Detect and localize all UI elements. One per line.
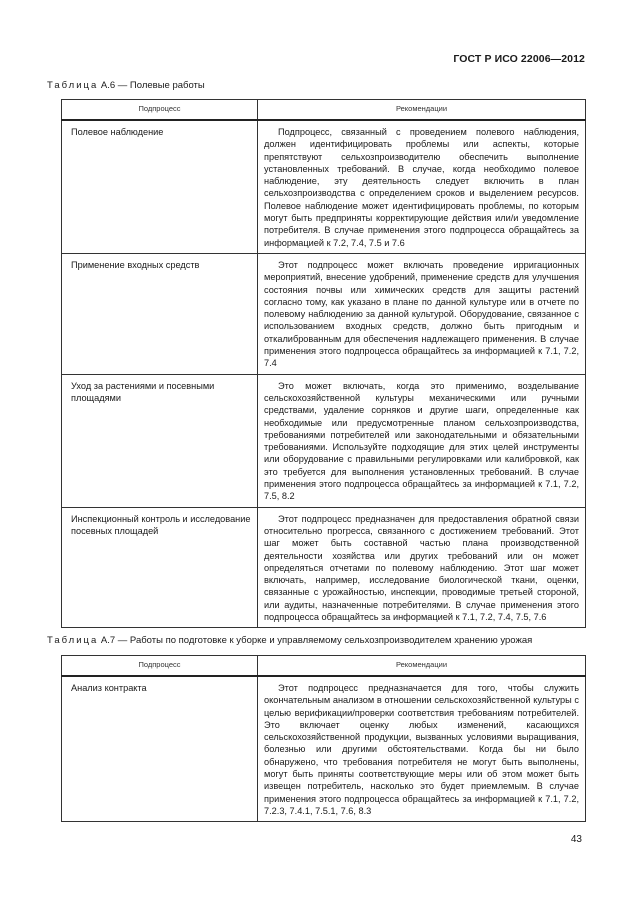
table-a7-header-recommendations: Рекомендации (258, 656, 586, 677)
process-cell: Анализ контракта (62, 676, 258, 822)
table-row (62, 507, 586, 628)
table-a6-header-recommendations: Рекомендации (258, 100, 586, 121)
recommendation-cell: Этот подпроцесс может включать проведение ирригационных мероприятий, внесение удобрений, применение средств для улучшения состояния почвы или химических средств для защиты растений согласно тому, как указано в плане по данной культуре или в отчете по полевому наблюдению за данной культурой. Оборудование, связанное с использованием входных средств, должно быть пригодным и откалиброванным для обеспечения надлежащего применения. В случае применения этого подпроцесса обращайтесь за информацией к 7.1, 7.2, 7.4 (258, 253, 586, 374)
recommendation-cell: Подпроцесс, связанный с проведением полевого наблюдения, должен идентифицировать проблемы или аспекты, которые препятствуют сельхозпроизводителю обеспечить выполнение установленных требований. В случае, когда необходимо полевое наблюдение, эту деятельность следует включить в план сельхозпроизводства с определением сроков и выделением ресурсов. Полевое наблюдение может идентифицировать проблемы, по которым могут быть предприняты корректирующие действия или/и уведомление потребителя. В случае применения этого подпроцесса обращайтесь за информацией к 7.2, 7.4, 7.5 и 7.6 (258, 120, 586, 253)
table-row (62, 253, 586, 374)
document-code: ГОСТ Р ИСО 22006—2012 (453, 53, 585, 65)
table-a7-caption (47, 635, 532, 646)
table-a7 (61, 655, 586, 822)
table-a7-caption-text: А.7 — Работы по подготовке к уборке и управляемому сельхозпроизводителем хранению урожая (98, 635, 533, 646)
process-cell: Применение входных средств (62, 253, 258, 374)
process-cell: Полевое наблюдение (62, 120, 258, 253)
recommendation-cell: Это может включать, когда это применимо, возделывание сельскохозяйственной культуры механическими или ручными средствами, удаление сорняков и другие шаги, определенные как необходимые или предусмотренные планом сельхозпроизводства, требованиями потребителей или законодательными и обязательными требованиями. Используйте подходящие для этих целей инструменты или оборудование с правильными регулировками или калибровкой, как это требуется для выполнения установленных требований. В случае применения этого подпроцесса обращайтесь за информацией к 7.1, 7.2, 7.5, 8.2 (258, 374, 586, 507)
table-a6-header-process: Подпроцесс (62, 100, 258, 121)
table-a6-caption (47, 80, 205, 91)
recommendation-cell: Этот подпроцесс предназначен для предоставления обратной связи относительно прогресса, связанного с достижением требований. Этот шаг может быть составной частью плана производственной деятельности хозяйства или других требований или он может определяться отчетами по полевому наблюдению. Этот шаг может включать, например, исследование биологической ткани, оценки, связанные с урожайностью, инспекции, проводимые третьей стороной, или аудиты, назначенные потребителями. В случае применения этого подпроцесса обращайтесь за информацией к 7.1, 7.2, 7.4, 7.5, 7.6 (258, 507, 586, 628)
table-row (62, 374, 586, 507)
recommendation-cell: Этот подпроцесс предназначается для того, чтобы служить окончательным анализом в отношении сельскохозяйственной культуры с целью верификации/проверки соответствия требованиям потребителей. Это включает оценку любых изменений, касающихся сельскохозяйственной продукции, вызванных условиями выращивания, болезнью или другими обстоятельствами. Когда бы ни было обнаружено, что требования потребителя не могут быть выполнены, могут быть приняты соответствующие меры или об этом может быть извещен потребитель, насколько это будет приемлемым. В случае применения этого подпроцесса обращайтесь за информацией к 7.1, 7.2, 7.2.3, 7.4.1, 7.5.1, 7.6, 8.3 (258, 676, 586, 822)
process-cell: Уход за растениями и посевными площадями (62, 374, 258, 507)
table-a7-caption-prefix: Таблица (47, 635, 99, 646)
process-cell: Инспекционный контроль и исследование посевных площадей (62, 507, 258, 628)
table-a6-caption-prefix: Таблица (47, 80, 99, 91)
table-row (62, 120, 586, 253)
table-a6 (61, 99, 586, 628)
table-a7-header-process: Подпроцесс (62, 656, 258, 677)
table-a6-caption-text: А.6 — Полевые работы (98, 80, 205, 91)
page-number: 43 (570, 834, 582, 845)
table-row (62, 676, 586, 822)
